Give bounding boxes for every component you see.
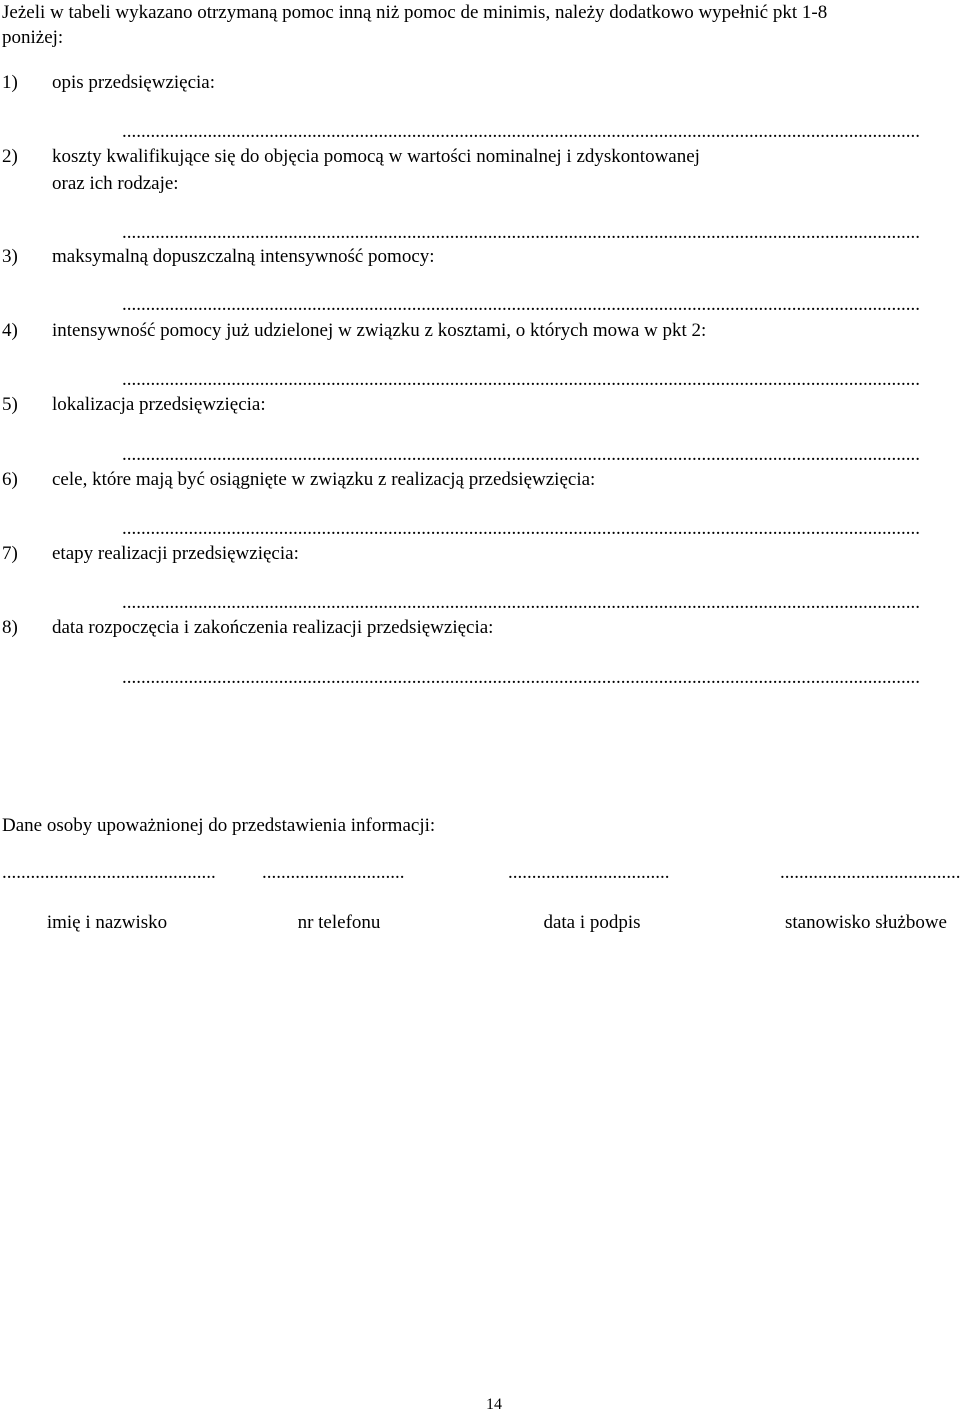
item-3-number: 3) <box>2 246 18 267</box>
page-number: 14 <box>486 1396 502 1413</box>
item-6-fill-line[interactable]: ........................................................................................................................................................................ <box>122 519 920 539</box>
signature-date-label: data i podpis <box>543 912 641 933</box>
item-1-number: 1) <box>2 72 18 93</box>
signature-phone-label: nr telefonu <box>297 912 381 933</box>
item-5-fill-line[interactable]: ........................................................................................................................................................................ <box>122 445 920 465</box>
item-8-fill-line[interactable]: ........................................................................................................................................................................ <box>122 668 920 688</box>
item-4-number: 4) <box>2 320 18 341</box>
item-5-label: lokalizacja przedsięwzięcia: <box>52 394 266 415</box>
signature-position-label: stanowisko służbowe <box>784 912 947 933</box>
intro-text <box>2 0 827 50</box>
item-8-number: 8) <box>2 617 18 638</box>
signature-date-fill-line[interactable]: .................................. <box>508 863 670 883</box>
signature-heading: Dane osoby upoważnionej do przedstawienia informacji: <box>2 815 436 836</box>
item-7-number: 7) <box>2 543 18 564</box>
signature-name-label: imię i nazwisko <box>46 912 168 933</box>
item-8-label: data rozpoczęcia i zakończenia realizacji przedsięwzięcia: <box>52 617 494 638</box>
item-4-label: intensywność pomocy już udzielonej w związku z kosztami, o których mowa w pkt 2: <box>52 320 707 341</box>
item-7-label: etapy realizacji przedsięwzięcia: <box>52 543 299 564</box>
item-6-label: cele, które mają być osiągnięte w związku z realizacją przedsięwzięcia: <box>52 469 596 490</box>
intro-line-1: Jeżeli w tabeli wykazano otrzymaną pomoc inną niż pomoc de minimis, należy dodatkowo wypełnić pkt 1-8 <box>2 2 828 23</box>
item-4-fill-line[interactable]: ........................................................................................................................................................................ <box>122 370 920 390</box>
intro-line-2: poniżej: <box>2 27 64 48</box>
item-2-number: 2) <box>2 146 18 167</box>
item-5-number: 5) <box>2 394 18 415</box>
item-2-label-line-2: oraz ich rodzaje: <box>52 173 179 194</box>
item-7-fill-line[interactable]: ........................................................................................................................................................................ <box>122 593 920 613</box>
item-1-label: opis przedsięwzięcia: <box>52 72 216 93</box>
signature-phone-fill-line[interactable]: .............................. <box>262 863 405 883</box>
signature-name-fill-line[interactable]: ............................................. <box>2 863 216 883</box>
signature-position-fill-line[interactable]: ...................................... <box>780 863 960 883</box>
item-3-fill-line[interactable]: ........................................................................................................................................................................ <box>122 295 920 315</box>
item-3-label: maksymalną dopuszczalną intensywność pomocy: <box>52 246 435 267</box>
item-2-label-line-1: koszty kwalifikujące się do objęcia pomocą w wartości nominalnej i zdyskontowanej <box>52 146 700 167</box>
item-1-fill-line[interactable]: ........................................................................................................................................................................ <box>122 122 920 142</box>
item-2-fill-line[interactable]: ........................................................................................................................................................................ <box>122 223 920 243</box>
item-6-number: 6) <box>2 469 18 490</box>
